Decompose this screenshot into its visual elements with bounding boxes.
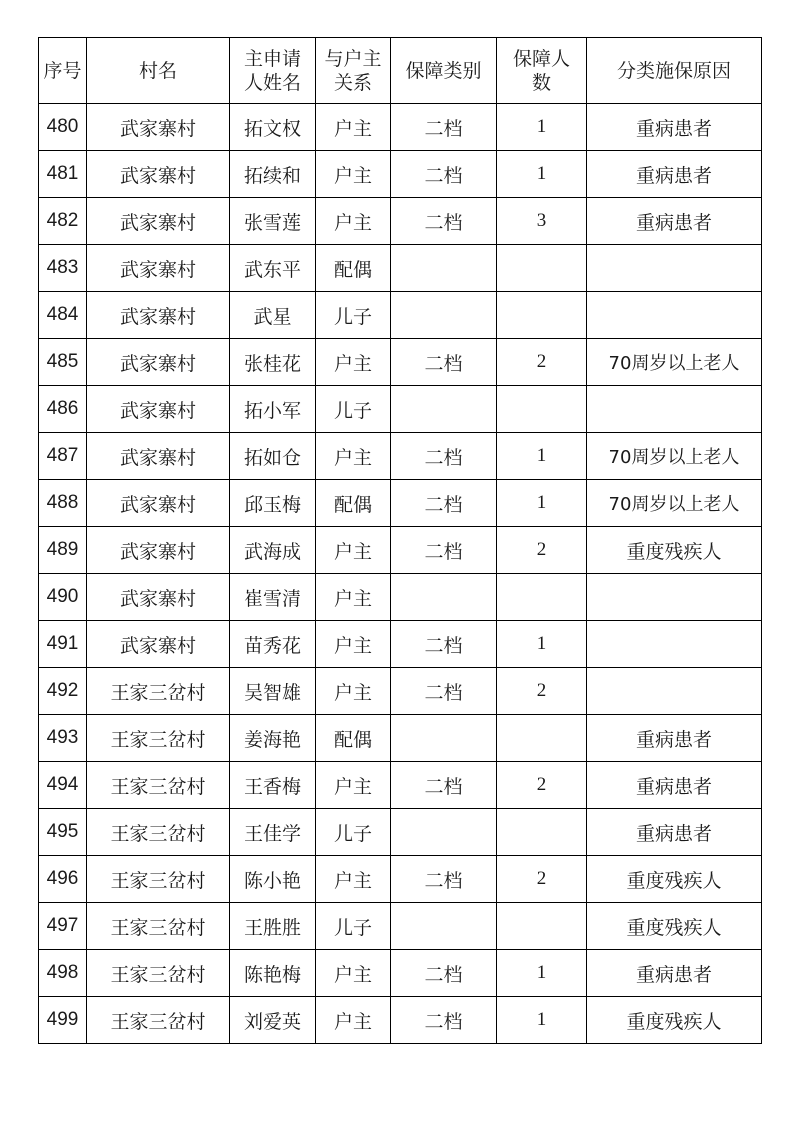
cell-index: 491 (39, 621, 87, 668)
cell-index: 487 (39, 433, 87, 480)
cell-village: 武家寨村 (87, 386, 230, 433)
header-count-line-2: 数 (531, 71, 551, 94)
cell-applicant: 拓小军 (230, 386, 316, 433)
header-category (391, 38, 497, 104)
cell-reason: 重病患者 (587, 151, 762, 198)
cell-index: 482 (39, 198, 87, 245)
cell-index: 480 (39, 104, 87, 151)
cell-relation: 儿子 (316, 292, 391, 339)
cell-index: 498 (39, 950, 87, 997)
cell-village: 武家寨村 (87, 104, 230, 151)
cell-relation: 户主 (316, 527, 391, 574)
cell-count: 1 (497, 433, 587, 480)
cell-village: 王家三岔村 (87, 903, 230, 950)
cell-applicant: 拓如仓 (230, 433, 316, 480)
cell-reason (587, 386, 762, 433)
cell-category (391, 292, 497, 339)
cell-reason: 重病患者 (587, 809, 762, 856)
table-row (39, 245, 762, 292)
cell-applicant: 邱玉梅 (230, 480, 316, 527)
table-row (39, 292, 762, 339)
cell-index: 485 (39, 339, 87, 386)
cell-applicant: 拓续和 (230, 151, 316, 198)
cell-relation: 户主 (316, 762, 391, 809)
cell-category: 二档 (391, 856, 497, 903)
cell-relation: 户主 (316, 151, 391, 198)
cell-relation: 户主 (316, 856, 391, 903)
cell-index: 484 (39, 292, 87, 339)
cell-index: 483 (39, 245, 87, 292)
cell-relation: 户主 (316, 621, 391, 668)
table-row (39, 997, 762, 1044)
cell-applicant: 武海成 (230, 527, 316, 574)
cell-reason (587, 668, 762, 715)
cell-reason: 重病患者 (587, 950, 762, 997)
cell-reason: 重度残疾人 (587, 903, 762, 950)
table-row (39, 715, 762, 762)
cell-relation: 户主 (316, 997, 391, 1044)
cell-applicant: 拓文权 (230, 104, 316, 151)
cell-count: 2 (497, 856, 587, 903)
cell-applicant: 陈小艳 (230, 856, 316, 903)
cell-category: 二档 (391, 762, 497, 809)
cell-applicant: 武星 (230, 292, 316, 339)
header-applicant (230, 38, 316, 104)
cell-applicant: 张桂花 (230, 339, 316, 386)
cell-category (391, 809, 497, 856)
header-category-line: 保障类别 (405, 59, 482, 82)
cell-category: 二档 (391, 339, 497, 386)
cell-count (497, 292, 587, 339)
cell-count: 1 (497, 104, 587, 151)
cell-count: 1 (497, 151, 587, 198)
cell-category (391, 903, 497, 950)
cell-count: 1 (497, 621, 587, 668)
header-relation (316, 38, 391, 104)
cell-count: 3 (497, 198, 587, 245)
cell-village: 王家三岔村 (87, 762, 230, 809)
cell-village: 武家寨村 (87, 339, 230, 386)
cell-reason (587, 574, 762, 621)
cell-applicant: 苗秀花 (230, 621, 316, 668)
cell-relation: 户主 (316, 198, 391, 245)
cell-count: 1 (497, 480, 587, 527)
cell-village: 武家寨村 (87, 527, 230, 574)
cell-applicant: 张雪莲 (230, 198, 316, 245)
header-count (497, 38, 587, 104)
table-row (39, 104, 762, 151)
table-row (39, 151, 762, 198)
table-row (39, 386, 762, 433)
cell-count (497, 386, 587, 433)
cell-applicant: 王胜胜 (230, 903, 316, 950)
cell-village: 武家寨村 (87, 621, 230, 668)
cell-relation: 户主 (316, 950, 391, 997)
document-page (38, 37, 761, 1044)
table-row (39, 198, 762, 245)
cell-applicant: 王佳学 (230, 809, 316, 856)
cell-village: 王家三岔村 (87, 668, 230, 715)
cell-relation: 户主 (316, 668, 391, 715)
cell-reason: 70周岁以上老人 (587, 339, 762, 386)
cell-applicant: 刘爱英 (230, 997, 316, 1044)
cell-village: 武家寨村 (87, 480, 230, 527)
cell-count: 2 (497, 339, 587, 386)
cell-village: 武家寨村 (87, 151, 230, 198)
table-header (39, 38, 762, 104)
cell-relation: 儿子 (316, 903, 391, 950)
cell-village: 武家寨村 (87, 574, 230, 621)
cell-count: 1 (497, 950, 587, 997)
cell-reason (587, 621, 762, 668)
cell-reason: 重病患者 (587, 715, 762, 762)
cell-count (497, 574, 587, 621)
cell-index: 492 (39, 668, 87, 715)
cell-village: 王家三岔村 (87, 997, 230, 1044)
assistance-roster-table (38, 37, 762, 1044)
cell-category: 二档 (391, 621, 497, 668)
cell-category: 二档 (391, 950, 497, 997)
cell-village: 王家三岔村 (87, 809, 230, 856)
table-body (39, 104, 762, 1044)
table-row (39, 621, 762, 668)
header-relation-line-2: 关系 (333, 71, 372, 94)
header-index-line: 序号 (43, 59, 82, 82)
cell-relation: 户主 (316, 574, 391, 621)
cell-reason: 重病患者 (587, 198, 762, 245)
table-row (39, 480, 762, 527)
header-reason (587, 38, 762, 104)
cell-category: 二档 (391, 198, 497, 245)
table-row (39, 339, 762, 386)
cell-count (497, 809, 587, 856)
cell-count: 1 (497, 997, 587, 1044)
table-row (39, 527, 762, 574)
cell-index: 496 (39, 856, 87, 903)
cell-applicant: 吴智雄 (230, 668, 316, 715)
cell-reason (587, 292, 762, 339)
table-row (39, 668, 762, 715)
cell-reason: 重病患者 (587, 104, 762, 151)
cell-reason: 重度残疾人 (587, 997, 762, 1044)
cell-relation: 儿子 (316, 386, 391, 433)
header-applicant-line-2: 人姓名 (243, 71, 301, 94)
table-row (39, 433, 762, 480)
cell-index: 488 (39, 480, 87, 527)
cell-count: 2 (497, 668, 587, 715)
cell-village: 武家寨村 (87, 292, 230, 339)
cell-category: 二档 (391, 997, 497, 1044)
header-village (87, 38, 230, 104)
cell-count (497, 245, 587, 292)
cell-count (497, 903, 587, 950)
cell-index: 489 (39, 527, 87, 574)
table-row (39, 903, 762, 950)
cell-category: 二档 (391, 480, 497, 527)
cell-village: 武家寨村 (87, 433, 230, 480)
header-count-line-1: 保障人 (512, 47, 570, 70)
cell-category: 二档 (391, 433, 497, 480)
cell-category: 二档 (391, 527, 497, 574)
cell-village: 王家三岔村 (87, 715, 230, 762)
header-row (39, 38, 762, 104)
cell-index: 486 (39, 386, 87, 433)
cell-index: 490 (39, 574, 87, 621)
header-reason-line: 分类施保原因 (616, 59, 731, 82)
table-row (39, 762, 762, 809)
cell-index: 495 (39, 809, 87, 856)
cell-village: 武家寨村 (87, 245, 230, 292)
table-row (39, 856, 762, 903)
cell-reason: 70周岁以上老人 (587, 433, 762, 480)
cell-count (497, 715, 587, 762)
cell-reason: 重病患者 (587, 762, 762, 809)
cell-category (391, 715, 497, 762)
cell-index: 494 (39, 762, 87, 809)
cell-index: 497 (39, 903, 87, 950)
cell-applicant: 王香梅 (230, 762, 316, 809)
header-applicant-line-1: 主申请 (243, 47, 301, 70)
cell-category (391, 574, 497, 621)
cell-relation: 配偶 (316, 715, 391, 762)
cell-reason (587, 245, 762, 292)
table-row (39, 809, 762, 856)
header-index (39, 38, 87, 104)
cell-applicant: 陈艳梅 (230, 950, 316, 997)
table-row (39, 950, 762, 997)
cell-index: 481 (39, 151, 87, 198)
table-row (39, 574, 762, 621)
header-relation-line-1: 与户主 (324, 47, 382, 70)
cell-applicant: 姜海艳 (230, 715, 316, 762)
cell-relation: 配偶 (316, 245, 391, 292)
header-village-line: 村名 (138, 59, 177, 82)
cell-category: 二档 (391, 668, 497, 715)
cell-category (391, 245, 497, 292)
cell-category: 二档 (391, 104, 497, 151)
cell-relation: 户主 (316, 104, 391, 151)
cell-relation: 儿子 (316, 809, 391, 856)
cell-reason: 重度残疾人 (587, 527, 762, 574)
cell-applicant: 崔雪清 (230, 574, 316, 621)
cell-index: 493 (39, 715, 87, 762)
cell-reason: 70周岁以上老人 (587, 480, 762, 527)
cell-reason: 重度残疾人 (587, 856, 762, 903)
cell-index: 499 (39, 997, 87, 1044)
cell-relation: 户主 (316, 433, 391, 480)
cell-relation: 户主 (316, 339, 391, 386)
cell-category (391, 386, 497, 433)
cell-count: 2 (497, 762, 587, 809)
cell-relation: 配偶 (316, 480, 391, 527)
cell-village: 王家三岔村 (87, 950, 230, 997)
cell-village: 武家寨村 (87, 198, 230, 245)
cell-applicant: 武东平 (230, 245, 316, 292)
cell-village: 王家三岔村 (87, 856, 230, 903)
cell-count: 2 (497, 527, 587, 574)
cell-category: 二档 (391, 151, 497, 198)
